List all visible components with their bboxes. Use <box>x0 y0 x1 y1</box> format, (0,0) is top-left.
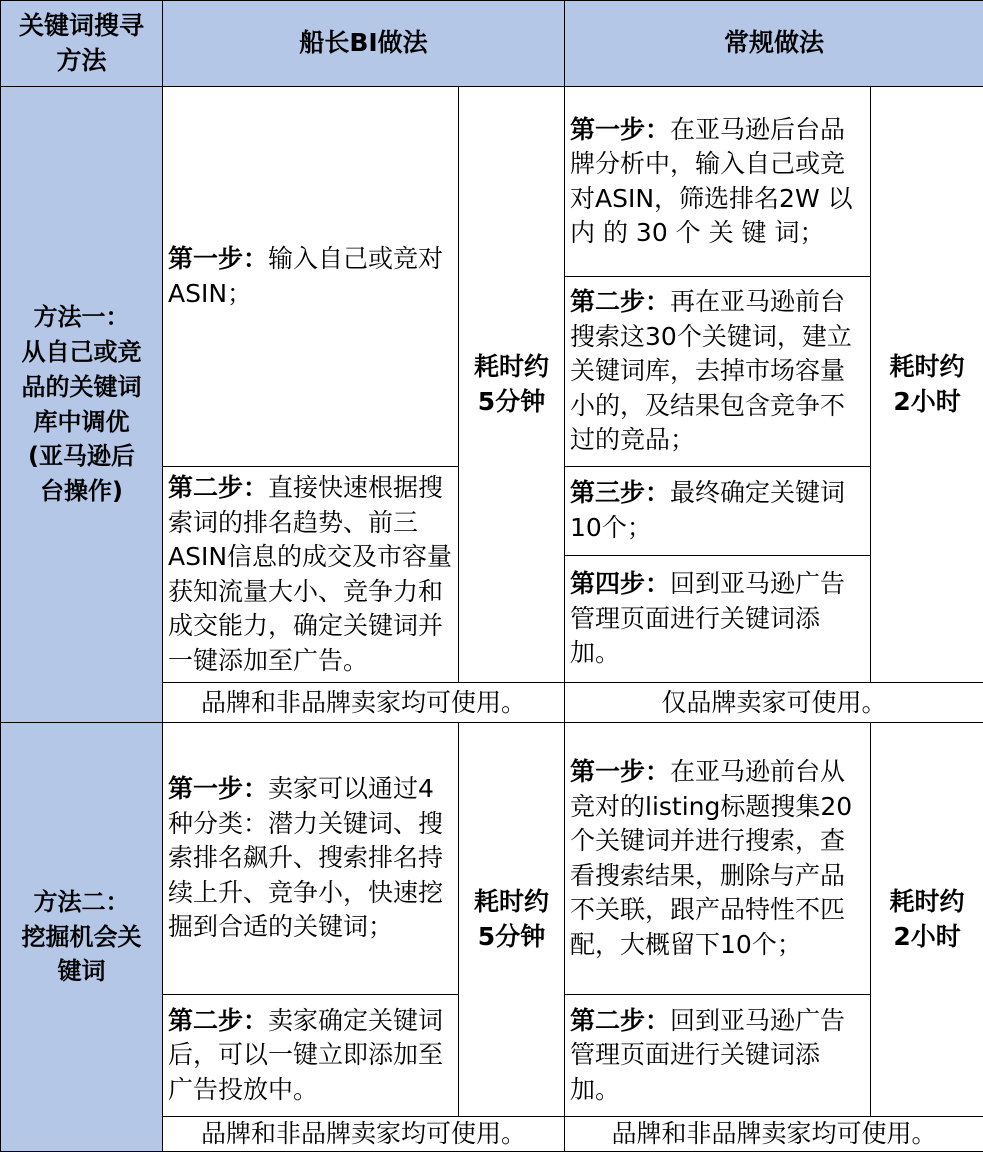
step-label: 第二步： <box>168 473 268 502</box>
step-text: 回到亚马逊广告管理页面进行关键词添加。 <box>570 569 845 667</box>
method2-row-a <box>1 723 983 995</box>
step-label: 第一步： <box>570 757 670 786</box>
step-label: 第四步： <box>570 569 670 598</box>
step-label: 第二步： <box>570 287 670 316</box>
step-label: 第一步： <box>168 244 268 273</box>
step-label: 第二步： <box>168 1006 268 1035</box>
method1-regular-step1 <box>565 87 871 277</box>
step-text: 输入自己或竞对ASIN； <box>168 244 443 308</box>
step-text: 最终确定关键词10个； <box>570 478 845 542</box>
header-row <box>1 1 983 87</box>
method1-row-a <box>1 87 983 277</box>
step-label: 第一步： <box>168 774 268 803</box>
step-label: 第一步： <box>570 115 670 144</box>
method2-bi-step1 <box>163 723 459 995</box>
method1-regular-time: 耗时约 2小时 <box>871 87 983 683</box>
method2-name: 方法二： 挖掘机会关 键词 <box>1 723 163 1152</box>
method2-bi-step2 <box>163 995 459 1117</box>
method1-regular-usage: 仅品牌卖家可使用。 <box>565 683 983 723</box>
method2-regular-step1 <box>565 723 871 995</box>
header-method: 关键词搜寻 方法 <box>1 1 163 87</box>
method2-regular-time: 耗时约 2小时 <box>871 723 983 1117</box>
method1-bi-time: 耗时约 5分钟 <box>459 87 565 683</box>
header-bi-approach: 船长BI做法 <box>163 1 565 87</box>
method1-regular-step2 <box>565 277 871 467</box>
method1-regular-step3 <box>565 467 871 556</box>
method1-regular-step4 <box>565 555 871 682</box>
step-text: 在亚马逊前台从竞对的listing标题搜集20个关键词并进行搜索，查看搜索结果，删除与产品不关联，跟产品特性不匹配，大概留下10个； <box>570 757 852 959</box>
method2-regular-step2 <box>565 995 871 1117</box>
step-text: 再在亚马逊前台搜索这30个关键词，建立关键词库，去掉市场容量小的，及结果包含竞争不过的竞品； <box>570 287 852 454</box>
method2-bi-time: 耗时约 5分钟 <box>459 723 565 1117</box>
step-label: 第三步： <box>570 478 670 507</box>
step-text: 回到亚马逊广告管理页面进行关键词添加。 <box>570 1006 845 1104</box>
step-text: 卖家可以通过4种分类：潜力关键词、搜索排名飙升、搜索排名持续上升、竞争小，快速挖掘到合适的关键词； <box>168 774 443 941</box>
method1-bi-usage: 品牌和非品牌卖家均可使用。 <box>163 683 565 723</box>
step-text: 直接快速根据搜索词的排名趋势、前三ASIN信息的成交及市容量获知流量大小、竞争力和成交能力，确定关键词并一键添加至广告。 <box>168 473 452 675</box>
method2-bi-usage: 品牌和非品牌卖家均可使用。 <box>163 1117 565 1152</box>
step-text: 在亚马逊后台品牌分析中，输入自己或竞对ASIN，筛选排名2W 以 内 的 30 个 关 键 词； <box>570 115 853 248</box>
method1-bi-step2 <box>163 467 459 683</box>
step-text: 卖家确定关键词后，可以一键立即添加至广告投放中。 <box>168 1006 443 1104</box>
header-regular-approach: 常规做法 <box>565 1 983 87</box>
method1-bi-step1 <box>163 87 459 467</box>
step-label: 第二步： <box>570 1006 670 1035</box>
method2-regular-usage: 品牌和非品牌卖家均可使用。 <box>565 1117 983 1152</box>
method1-name: 方法一： 从自己或竞 品的关键词 库中调优 (亚马逊后 台操作) <box>1 87 163 723</box>
